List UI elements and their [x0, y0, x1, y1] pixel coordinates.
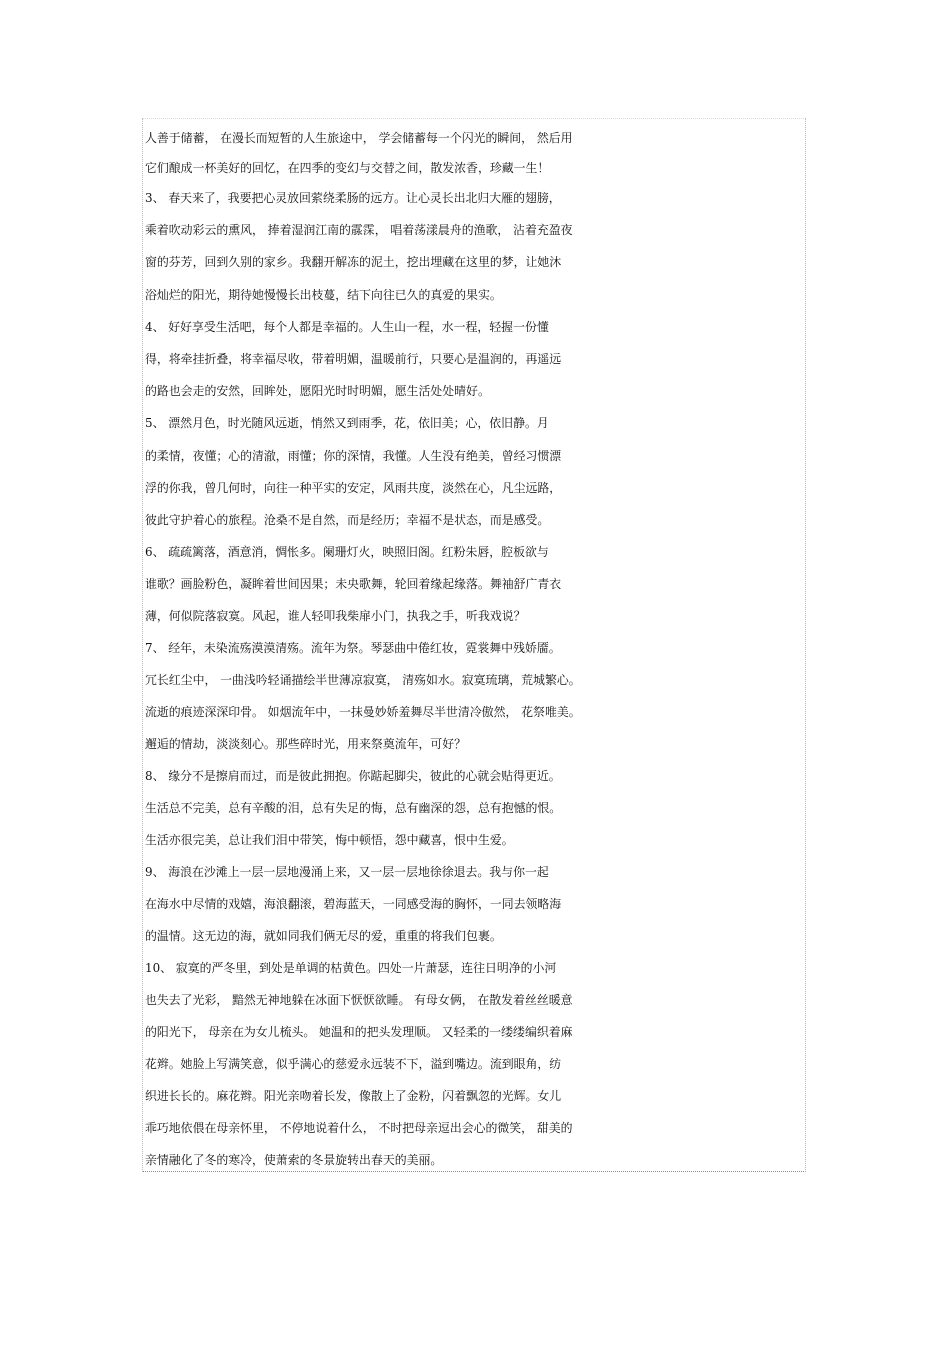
text-line: 浮的你我，曾几何时，向往一种平实的安定，风雨共度，淡然在心，凡尘远路， [145, 481, 562, 495]
text-line: 也失去了光彩， 黯然无神地躲在冰面下恹恹欲睡。 有母女俩， 在散发着丝丝暖意 [145, 993, 573, 1007]
text-line: 彼此守护着心的旅程。沧桑不是自然，而是经历；幸福不是状态，而是感受。 [145, 513, 550, 527]
text-line: 人善于储蓄， 在漫长而短暂的人生旅途中， 学会储蓄每一个闪光的瞬间， 然后用 [145, 131, 573, 145]
text-line: 乖巧地依偎在母亲怀里， 不停地说着什么， 不时把母亲逗出会心的微笑， 甜美的 [145, 1121, 573, 1135]
text-line: 在海水中尽情的戏嬉，海浪翻滚，碧海蓝天，一同感受海的胸怀，一同去领略海 [145, 897, 562, 911]
text-line: 花辫。她脸上写满笑意，似乎满心的慈爱永远装不下，溢到嘴边。流到眼角，纺 [145, 1057, 562, 1071]
text-line: 窗的芬芳，回到久别的家乡。我翻开解冻的泥土，挖出埋藏在这里的梦，让她沐 [145, 255, 562, 269]
text-line: 浴灿烂的阳光，期待她慢慢长出枝蔓，结下向往已久的真爱的果实。 [145, 288, 502, 302]
text-line: 3、 春天来了，我要把心灵放回萦绕柔肠的远方。让心灵长出北归大雁的翅膀， [145, 191, 561, 205]
text-line: 8、 缘分不是擦肩而过，而是彼此拥抱。你踮起脚尖，彼此的心就会贴得更近。 [145, 769, 561, 783]
text-line: 薄，何似院落寂寞。风起，谁人轻叩我柴扉小门，执我之手，听我戏说？ [145, 609, 526, 623]
text-line: 流逝的痕迹深深印骨。 如烟流年中，一抹曼妙娇羞舞尽半世清冷傲然， 花祭唯美。 [145, 705, 581, 719]
text-line: 的柔情，夜懂；心的清澈，雨懂；你的深情，我懂。人生没有绝美，曾经习惯漂 [145, 449, 562, 463]
text-line: 邂逅的情劫，淡淡刻心。那些碎时光，用来祭奠流年，可好？ [145, 737, 467, 751]
text-line: 6、 疏疏篱落，酒意消，惆怅多。阑珊灯火，映照旧阁。红粉朱唇，腔板欲与 [145, 545, 549, 559]
text-line: 生活亦很完美，总让我们泪中带笑，悔中顿悟，怨中藏喜，恨中生爱。 [145, 833, 514, 847]
text-line: 7、 经年，未染流殇漠漠清殇。流年为祭。琴瑟曲中倦红妆，霓裳舞中残娇靥。 [145, 641, 561, 655]
text-line: 4、 好好享受生活吧，每个人都是幸福的。人生山一程，水一程，轻握一份懂 [145, 320, 549, 334]
text-line: 生活总不完美，总有辛酸的泪，总有失足的悔，总有幽深的怨，总有抱憾的恨。 [145, 801, 562, 815]
text-line: 9、 海浪在沙滩上一层一层地漫涌上来，又一层一层地徐徐退去。我与你一起 [145, 865, 549, 879]
text-line: 乘着吹动彩云的熏风， 捧着湿润江南的霡霂， 唱着荡漾晨舟的渔歌， 沾着充盈夜 [145, 223, 573, 237]
text-line: 5、 漂然月色，时光随风远逝，悄然又到雨季，花，依旧美；心，依旧静。月 [145, 416, 549, 430]
text-line: 冗长红尘中， 一曲浅吟轻诵描绘半世薄凉寂寞， 清殇如水。寂寞琉璃，荒城繁心。 [145, 673, 581, 687]
text-line: 它们酿成一杯美好的回忆，在四季的变幻与交替之间，散发浓香，珍藏一生！ [145, 161, 550, 175]
text-line: 织进长长的。麻花辫。阳光亲吻着长发，像散上了金粉，闪着飘忽的光辉。女儿 [145, 1089, 562, 1103]
text-line: 10、 寂寞的严冬里，到处是单调的枯黄色。四处一片萧瑟，连往日明净的小河 [145, 961, 557, 975]
text-line: 得，将牵挂折叠，将幸福尽收，带着明媚，温暖前行，只要心是温润的，再遥远 [145, 352, 562, 366]
text-line: 的温情。这无边的海，就如同我们俩无尽的爱，重重的将我们包裹。 [145, 929, 502, 943]
text-line: 亲情融化了冬的寒冷，使萧索的冬景旋转出春天的美丽。 [145, 1153, 443, 1167]
text-line: 的阳光下， 母亲在为女儿梳头。 她温和的把头发理顺。 又轻柔的一缕缕编织着麻 [145, 1025, 573, 1039]
text-line: 的路也会走的安然，回眸处，愿阳光时时明媚，愿生活处处晴好。 [145, 384, 490, 398]
text-line: 谁歌？画脸粉色，凝眸着世间因果；未央歌舞，轮回着缘起缘落。舞袖舒广青衣 [145, 577, 562, 591]
